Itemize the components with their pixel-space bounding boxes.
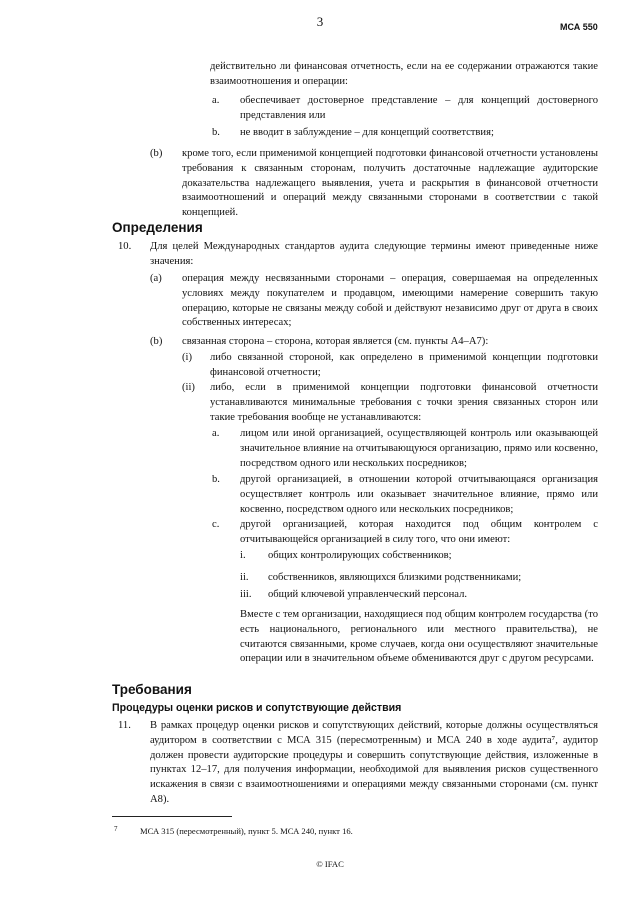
page-number: 3 xyxy=(316,14,324,29)
intro-sub-a-label: a. xyxy=(212,95,220,106)
footnote-divider xyxy=(112,816,232,817)
document-code: МСА 550 xyxy=(560,22,598,32)
intro-para-a-continuation: действительно ли финансовая отчетность, если на ее содержании отражаются такие взаимоотношения и операции: xyxy=(210,61,598,87)
copyright-footer: © IFAC xyxy=(316,859,344,869)
intro-para-b-text: кроме того, если применимой концепцией подготовки финансовой отчетности установлены требования к связанным сторонам, получить достаточные надлежащие аудиторские доказательства надлежащего выявления, учета и раскрытия в финансовой отчетности взаимоотношений и операций между связанными сторонами в соответствии с такой концепцией. xyxy=(182,148,598,219)
def-b-i-label: (i) xyxy=(182,352,192,363)
def-a-label: (a) xyxy=(150,273,162,284)
intro-sub-a-text: обеспечивает достоверное представление – для концепций достоверного представления или xyxy=(240,95,598,121)
def-b-ii-text: либо, если в применимой концепции подготовки финансовой отчетности устанавливаются минимальные требования с точки зрения связанных сторон или такие требования вообще не устанавливаются: xyxy=(210,382,598,423)
def-b-text: связанная сторона – сторона, которая является (см. пункты А4–А7): xyxy=(182,336,489,347)
def-b-ii-b-label: b. xyxy=(212,474,220,485)
def-b-i-text: либо связанной стороной, как определено в применимой концепции подготовки финансовой отчетности; xyxy=(210,352,598,378)
def-b-ii-c-text: другой организацией, которая находится под общим контролем с отчитывающейся организацией в силу того, что они имеют: xyxy=(240,519,598,545)
def-b-label: (b) xyxy=(150,336,163,347)
intro-sub-b-text: не вводит в заблуждение – для концепций соответствия; xyxy=(240,127,494,138)
def-b-ii-a-text: лицом или иной организацией, осуществляющей контроль или оказывающей значительное влияние на отчитывающуюся организацию, прямо или косвенно, посредством одного или нескольких посредников; xyxy=(240,428,598,469)
footnote-text: МСА 315 (пересмотренный), пункт 5. МСА 240, пункт 16. xyxy=(140,826,353,836)
para-10-text: Для целей Международных стандартов аудита следующие термины имеют приведенные ниже значения: xyxy=(150,241,598,267)
def-b-ii-c-label: c. xyxy=(212,519,220,530)
intro-sub-b-label: b. xyxy=(212,127,220,138)
def-b-ii-b-text: другой организацией, в отношении которой отчитывающаяся организация осуществляет контроль или оказывает значительное влияние, прямо или косвенно, посредством одного или нескольких посредников; xyxy=(240,474,598,515)
def-b-ii-label: (ii) xyxy=(182,382,195,393)
para-10-number: 10. xyxy=(118,241,132,252)
roman-item-3-label: iii. xyxy=(240,589,252,600)
common-control-note: Вместе с тем организации, находящиеся под общим контролем государства (то есть национального, регионального или местного правительства), не считаются связанными, кроме случаев, когда они осуществляют значительные операции или в значительном объеме обмениваются друг с другом ресурсами. xyxy=(240,609,598,665)
requirements-heading: Требования xyxy=(112,682,192,697)
def-b-ii-a-label: a. xyxy=(212,428,220,439)
roman-item-2-text: собственников, являющихся близкими родственниками; xyxy=(268,572,522,583)
roman-item-1-label: i. xyxy=(240,550,246,561)
roman-item-3-text: общий ключевой управленческий персонал. xyxy=(268,589,468,600)
def-a-text: операция между несвязанными сторонами – операция, совершаемая на определенных условиях между покупателем и продавцом, имеющими намерение совершить такую операцию, которые не связаны между собой и действуют независимо друг от друга в своих собственных интересах; xyxy=(182,273,598,329)
risk-assessment-subheading: Процедуры оценки рисков и сопутствующие действия xyxy=(112,702,402,714)
roman-item-1-text: общих контролирующих собственников; xyxy=(268,550,452,561)
definitions-heading: Определения xyxy=(112,220,203,235)
para-11-number: 11. xyxy=(118,720,131,731)
footnote-marker: 7 xyxy=(114,825,118,833)
intro-para-b-label: (b) xyxy=(150,148,163,159)
para-11-text: В рамках процедур оценки рисков и сопутствующих действий, которые должны осуществляться аудитором в соответствии с МСА 315 (пересмотренным) и МСА 240 в ходе аудита⁷, аудитор должен провести аудиторские процедуры и совершить сопутствующие действия, изложенные в пунктах 12–17, для получения информации, необходимой для выявления рисков существенного искажения в связи с взаимоотношениями и операциями между связанными сторонами (см. пункт А8). xyxy=(150,720,598,805)
roman-item-2-label: ii. xyxy=(240,572,249,583)
